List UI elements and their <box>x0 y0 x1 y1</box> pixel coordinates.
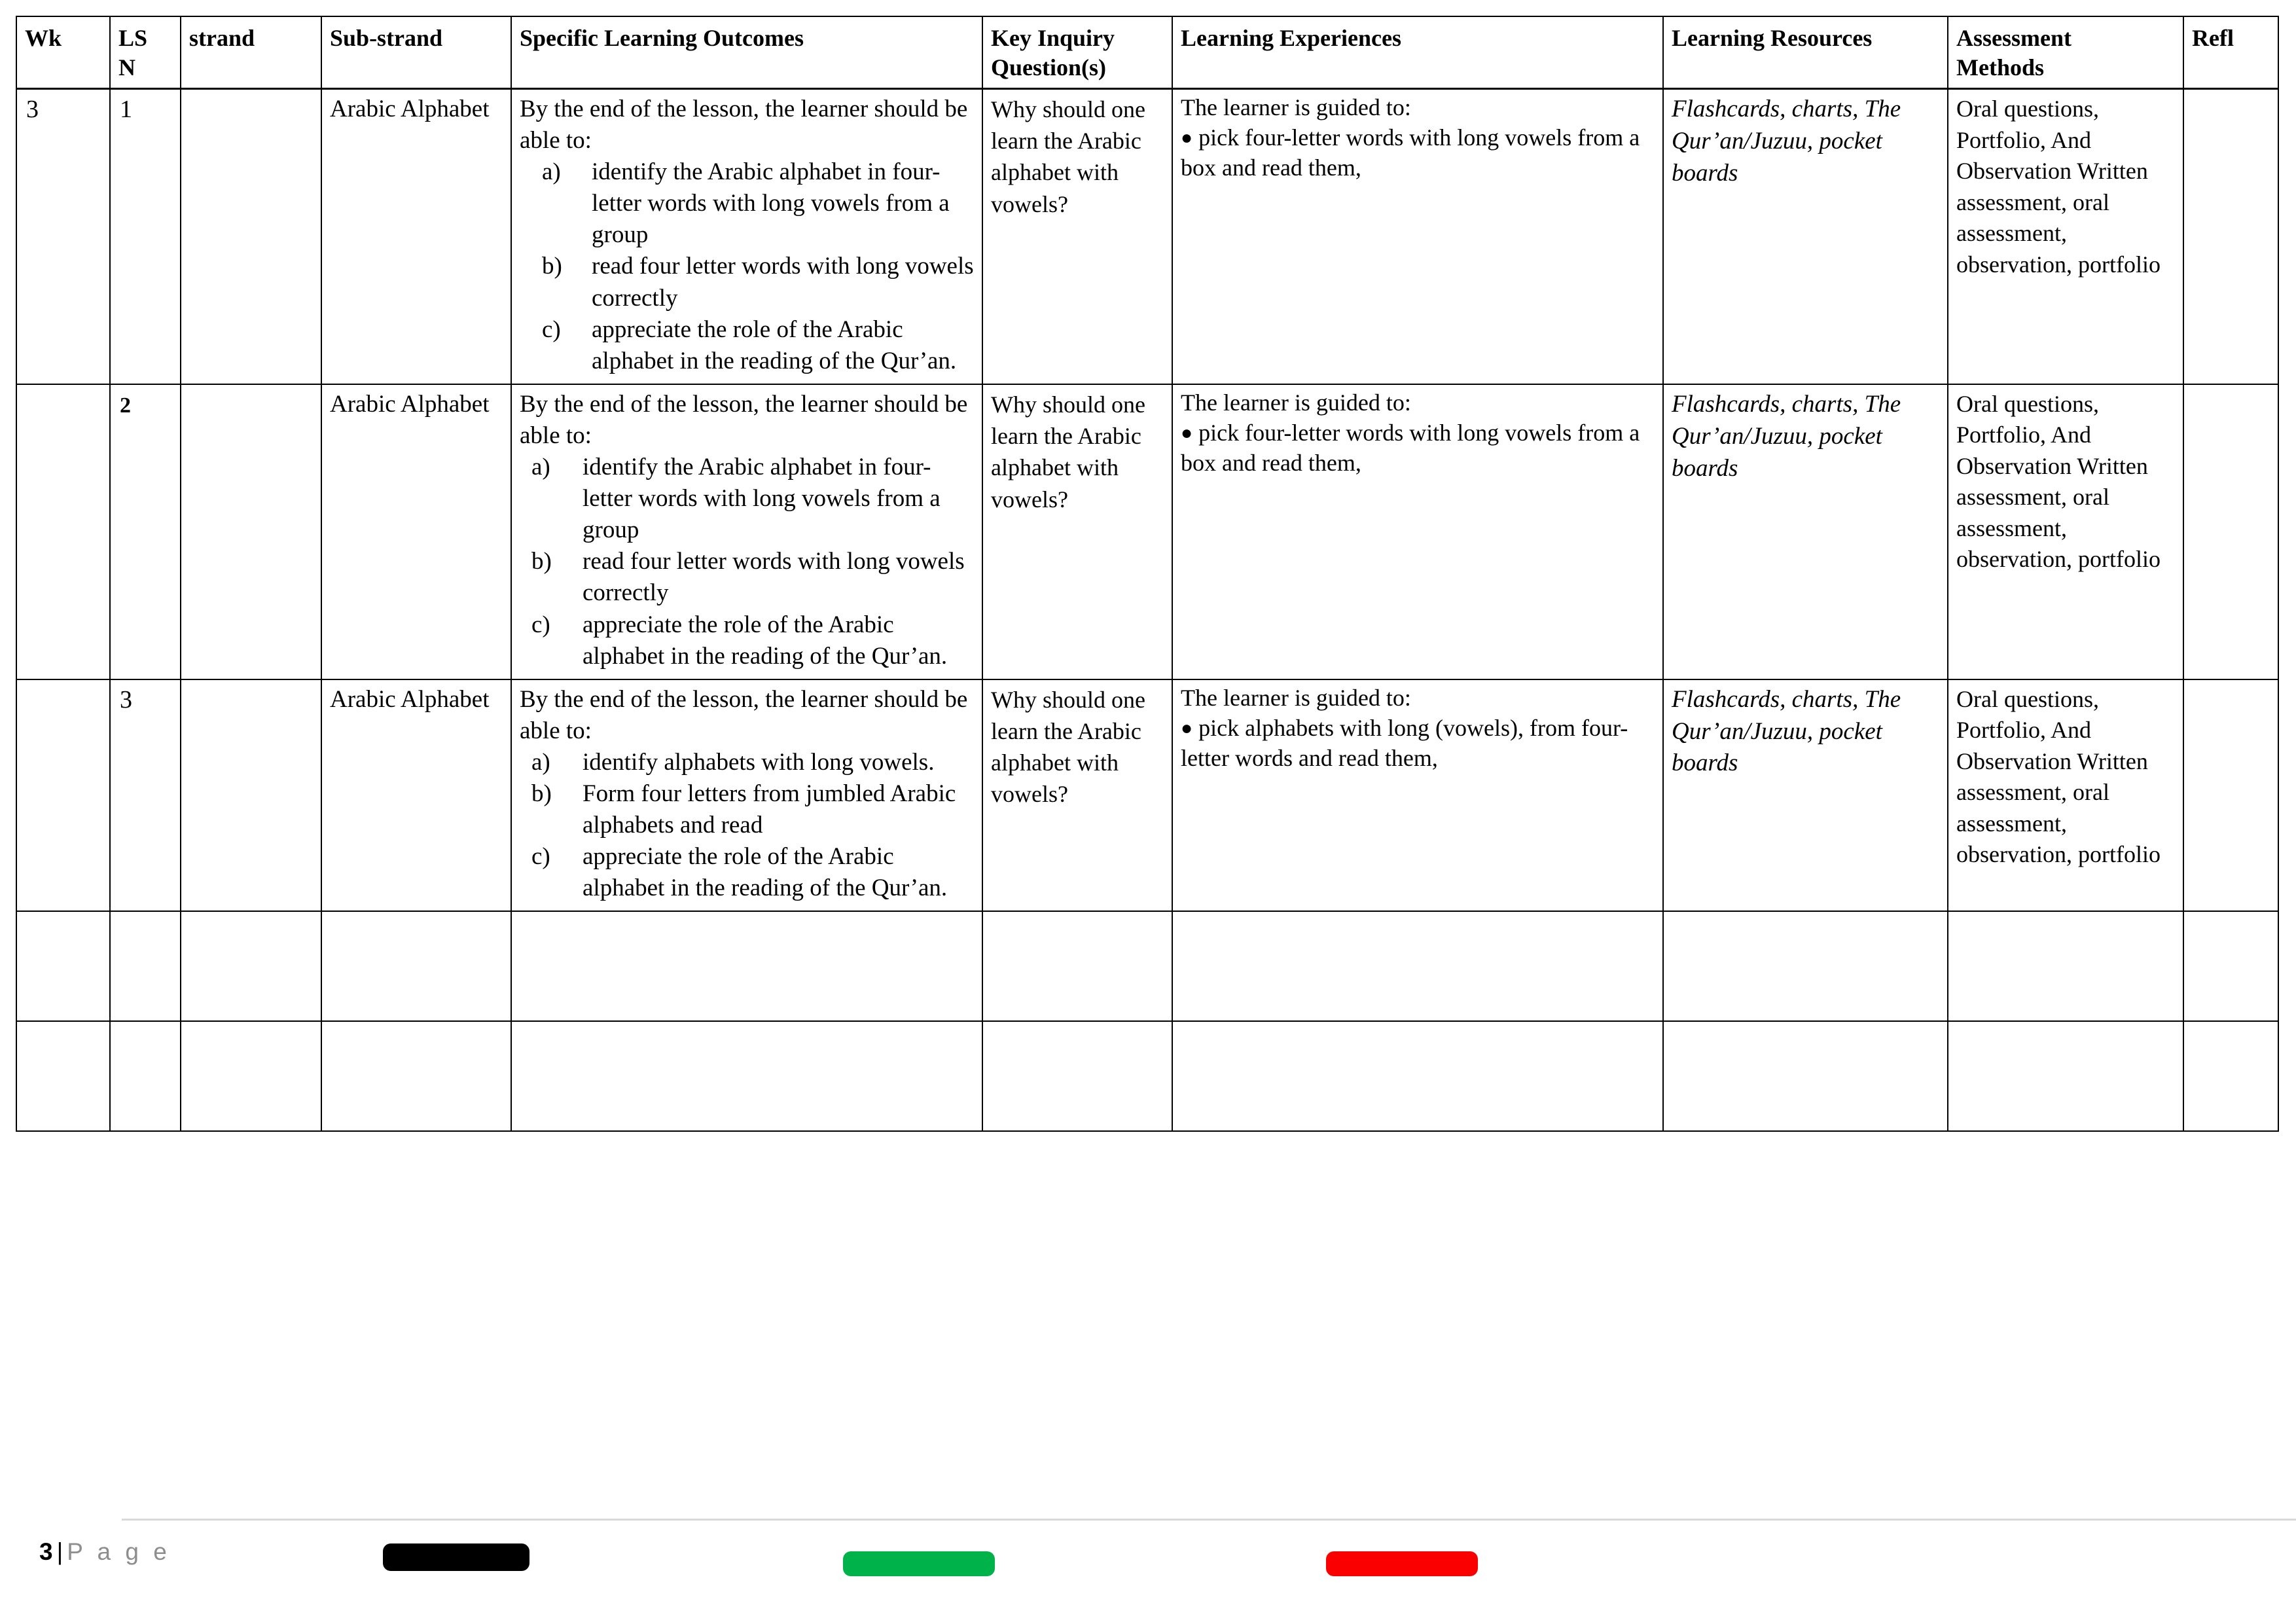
column-header-strand-label: strand <box>189 25 255 51</box>
learning-experiences-lead-in: The learner is guided to: <box>1181 94 1411 120</box>
cell-week <box>16 384 110 679</box>
outcome-text: read four letter words with long vowels correctly <box>583 548 965 607</box>
outcome-marker: a) <box>542 158 561 186</box>
substrand-value: Arabic Alphabet <box>330 685 490 713</box>
outcome-item <box>520 841 974 904</box>
cell-learning-experiences <box>1172 384 1663 679</box>
cell-lesson-number <box>110 1021 181 1131</box>
cell-substrand <box>321 911 511 1021</box>
cell-learning-experiences <box>1172 911 1663 1021</box>
cell-reflection <box>2183 679 2278 912</box>
cell-specific-learning-outcomes <box>511 384 982 679</box>
learning-experience-text: pick four-letter words with long vowels from a box and read them, <box>1181 419 1640 476</box>
cell-learning-resources <box>1663 679 1948 912</box>
outcome-item <box>520 314 974 377</box>
cell-key-inquiry-question <box>982 911 1172 1021</box>
cell-substrand <box>321 679 511 912</box>
outcome-item <box>520 156 974 251</box>
page-number-indicator <box>39 1538 171 1566</box>
cell-specific-learning-outcomes <box>511 89 982 384</box>
outcome-marker: c) <box>531 611 550 638</box>
column-header-substrand-label: Sub-strand <box>330 25 443 51</box>
column-header-refl-label: Refl <box>2192 25 2234 51</box>
outcomes-lead-in: By the end of the lesson, the learner should be able to: <box>520 96 968 154</box>
learning-experience-text: pick four-letter words with long vowels from a box and read them, <box>1181 124 1640 181</box>
outcome-text: appreciate the role of the Arabic alphabet in the reading of the Qur’an. <box>583 611 948 670</box>
week-value: 3 <box>26 96 39 123</box>
table-row <box>16 679 2278 912</box>
cell-reflection <box>2183 911 2278 1021</box>
cell-specific-learning-outcomes <box>511 679 982 912</box>
cell-assessment-methods <box>1948 89 2183 384</box>
outcome-marker: c) <box>531 843 550 871</box>
outcomes-list <box>520 156 974 377</box>
cell-learning-experiences <box>1172 1021 1663 1131</box>
outcome-marker: b) <box>542 253 562 280</box>
cell-specific-learning-outcomes <box>511 911 982 1021</box>
cell-substrand <box>321 384 511 679</box>
lesson-number-value: 1 <box>120 96 132 123</box>
cell-assessment-methods <box>1948 911 2183 1021</box>
cell-lesson-number <box>110 679 181 912</box>
learning-experience-bullet <box>1181 122 1655 183</box>
assessment-methods-value: Oral questions, Portfolio, And Observation Written assessment, oral assessment, observation, portfolio <box>1956 96 2161 278</box>
header-row <box>16 16 2278 89</box>
column-header-slo-label: Specific Learning Outcomes <box>520 25 804 51</box>
column-header-refl <box>2183 16 2278 89</box>
substrand-value: Arabic Alphabet <box>330 390 490 418</box>
column-header-learning-experiences <box>1172 16 1663 89</box>
cell-learning-resources <box>1663 911 1948 1021</box>
cell-substrand <box>321 1021 511 1131</box>
cell-key-inquiry-question <box>982 1021 1172 1131</box>
cell-strand <box>181 1021 321 1131</box>
learning-experiences-lead-in: The learner is guided to: <box>1181 389 1411 416</box>
table-body <box>16 89 2278 1132</box>
table-row <box>16 89 2278 384</box>
cell-specific-learning-outcomes <box>511 1021 982 1131</box>
cell-key-inquiry-question <box>982 89 1172 384</box>
column-header-lsn-label-line2: N <box>118 54 135 81</box>
column-header-assessment-methods <box>1948 16 2183 89</box>
cell-strand <box>181 384 321 679</box>
cell-learning-experiences <box>1172 89 1663 384</box>
black-redaction-bar <box>383 1543 529 1571</box>
scheme-of-work-table <box>16 16 2279 1132</box>
bullet-icon: ● <box>1181 717 1193 739</box>
red-redaction-bar <box>1326 1551 1478 1576</box>
cell-reflection <box>2183 1021 2278 1131</box>
key-inquiry-question-value: Why should one learn the Arabic alphabet with vowels? <box>991 686 1145 808</box>
cell-learning-resources <box>1663 1021 1948 1131</box>
cell-lesson-number <box>110 89 181 384</box>
cell-assessment-methods <box>1948 679 2183 912</box>
cell-week <box>16 911 110 1021</box>
outcomes-list <box>520 452 974 672</box>
column-header-wk <box>16 16 110 89</box>
outcome-text: read four letter words with long vowels correctly <box>592 253 974 312</box>
footer-divider <box>122 1519 2296 1521</box>
table-row-empty <box>16 911 2278 1021</box>
bullet-icon: ● <box>1181 127 1193 149</box>
cell-substrand <box>321 89 511 384</box>
lesson-number-value: 2 <box>120 393 131 418</box>
cell-week <box>16 679 110 912</box>
column-header-learning-experiences-label: Learning Experiences <box>1181 25 1401 51</box>
substrand-value: Arabic Alphabet <box>330 96 490 122</box>
assessment-methods-value: Oral questions, Portfolio, And Observation Written assessment, oral assessment, observation, portfolio <box>1956 390 2161 573</box>
outcome-marker: a) <box>531 748 550 776</box>
assessment-methods-value: Oral questions, Portfolio, And Observation Written assessment, oral assessment, observation, portfolio <box>1956 685 2161 868</box>
page-number-word: P a g e <box>67 1538 171 1565</box>
outcome-marker: c) <box>542 316 561 343</box>
column-header-assessment-label-line2: Methods <box>1956 54 2044 81</box>
cell-key-inquiry-question <box>982 384 1172 679</box>
outcome-text: identify the Arabic alphabet in four-letter words with long vowels from a group <box>592 158 950 249</box>
column-header-strand <box>181 16 321 89</box>
table-row <box>16 384 2278 679</box>
lesson-number-value: 3 <box>120 685 132 713</box>
table-row-empty <box>16 1021 2278 1131</box>
cell-strand <box>181 679 321 912</box>
column-header-substrand <box>321 16 511 89</box>
learning-resources-value: Flashcards, charts, The Qur’an/Juzuu, pocket boards <box>1672 685 1901 777</box>
cell-assessment-methods <box>1948 1021 2183 1131</box>
bullet-icon: ● <box>1181 422 1193 444</box>
column-header-specific-learning-outcomes <box>511 16 982 89</box>
outcome-text: Form four letters from jumbled Arabic alphabets and read <box>583 780 956 839</box>
cell-strand <box>181 89 321 384</box>
outcome-marker: b) <box>531 780 552 807</box>
outcome-text: appreciate the role of the Arabic alphabet in the reading of the Qur’an. <box>583 843 948 902</box>
outcome-marker: a) <box>531 454 550 481</box>
cell-lesson-number <box>110 911 181 1021</box>
column-header-learning-resources-label: Learning Resources <box>1672 25 1873 51</box>
cell-key-inquiry-question <box>982 679 1172 912</box>
cell-learning-experiences <box>1172 679 1663 912</box>
outcome-item <box>520 546 974 609</box>
page-footer <box>0 1519 2296 1624</box>
cell-reflection <box>2183 89 2278 384</box>
page-number-separator: | <box>56 1538 63 1565</box>
cell-strand <box>181 911 321 1021</box>
outcome-text: identify the Arabic alphabet in four-letter words with long vowels from a group <box>583 454 941 544</box>
outcome-text: identify alphabets with long vowels. <box>583 748 935 776</box>
outcomes-lead-in: By the end of the lesson, the learner should be able to: <box>520 390 968 449</box>
column-header-key-inquiry-questions <box>982 16 1172 89</box>
outcome-text: appreciate the role of the Arabic alphabet in the reading of the Qur’an. <box>592 316 957 374</box>
column-header-kiq-label-line2: Question(s) <box>991 54 1107 81</box>
learning-experience-text: pick alphabets with long (vowels), from four-letter words and read them, <box>1181 714 1628 771</box>
column-header-wk-label: Wk <box>25 25 62 51</box>
outcome-item <box>520 251 974 314</box>
key-inquiry-question-value: Why should one learn the Arabic alphabet with vowels? <box>991 96 1145 217</box>
page-number-value: 3 <box>39 1538 53 1565</box>
cell-learning-resources <box>1663 384 1948 679</box>
learning-experience-bullet <box>1181 713 1655 773</box>
column-header-kiq-label-line1: Key Inquiry <box>991 25 1115 51</box>
cell-week <box>16 89 110 384</box>
learning-resources-value: Flashcards, charts, The Qur’an/Juzuu, pocket boards <box>1672 390 1901 482</box>
outcomes-list <box>520 747 974 904</box>
cell-reflection <box>2183 384 2278 679</box>
outcome-marker: b) <box>531 548 552 575</box>
outcome-item <box>520 747 974 778</box>
cell-lesson-number <box>110 384 181 679</box>
outcomes-lead-in: By the end of the lesson, the learner should be able to: <box>520 685 968 744</box>
learning-experiences-lead-in: The learner is guided to: <box>1181 684 1411 711</box>
column-header-lsn <box>110 16 181 89</box>
outcome-item <box>520 609 974 672</box>
cell-week <box>16 1021 110 1131</box>
column-header-assessment-label-line1: Assessment <box>1956 25 2072 51</box>
table-header <box>16 16 2278 89</box>
cell-learning-resources <box>1663 89 1948 384</box>
column-header-learning-resources <box>1663 16 1948 89</box>
learning-experience-bullet <box>1181 418 1655 478</box>
column-header-lsn-label-line1: LS <box>118 25 148 51</box>
learning-resources-value: Flashcards, charts, The Qur’an/Juzuu, pocket boards <box>1672 96 1901 187</box>
green-redaction-bar <box>843 1551 995 1576</box>
key-inquiry-question-value: Why should one learn the Arabic alphabet with vowels? <box>991 391 1145 513</box>
outcome-item <box>520 778 974 841</box>
cell-assessment-methods <box>1948 384 2183 679</box>
outcome-item <box>520 452 974 546</box>
